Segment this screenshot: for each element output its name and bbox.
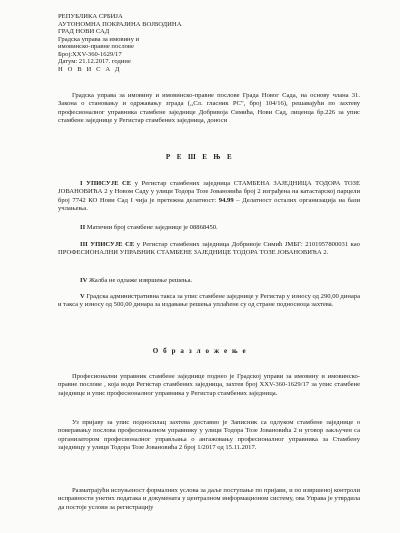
header-date: Датум: 21.12.2017. године [58,58,131,65]
item-2-number: II [80,224,86,231]
reasoning-paragraph-2: Уз пријаву за упис подносилац захтева доставио је Записник са одлуком стамбене заједнице о поверавању послова професионалном управнику у улици Тодора Тозе Јовановића 2 и уговор закључен са организатором професионалног управљања о ангажовању професионалног управника за Стамбену заједницу у улици Тодора Тозе Јовановића 2 број 1/2017 од 15.11.2017. [58,419,360,451]
decision-item-4 [58,277,360,285]
item-3-number: III [80,241,88,248]
item-1-label: УПИСУЈЕ СЕ [86,180,132,187]
item-2-text: Матични број стамбене заједнице је 08868450. [85,224,218,231]
reasoning-paragraph-3: Разматрајући испуњеност формалних услова за даље поступање по пријави, и по извршеној контроли исправности унетих података и докумената у централном информационом систему, ова Управа је утврдила да постоје услови за регистрацију [58,487,360,511]
header-case-number: Број:XXV-360-1629/17 [58,50,122,58]
document-header [58,13,181,73]
header-province: АУТОНОМНА ПОКРАЈИНА ВОЈВОДИНА [58,20,182,28]
item-5-number: V [80,293,85,300]
decision-item-2 [58,224,360,232]
item-3-label: УПИСУЈЕ СЕ [90,241,135,248]
item-3-text: у Регистар стамбених заједница Добривоје Симић ЈМБГ: 2101957800031 као ПРОФЕСИОНАЛНИ УПРАВНИК СТАМБЕНЕ ЗАЈЕДНИЦЕ ТОДОРА ТОЗЕ ЈОВАНОВИЋА 2. [58,241,360,257]
item-5-text: Градска административна такса за упис стамбене заједнице у Регистар у износу од 290,00 динара и такса у износу од 500,00 динара за издавање решења уплаћене су од стране подносиоца захтева. [58,293,360,309]
reasoning-paragraph-1: Професионални управник стамбене заједнице поднео је Градској управи за имовину и имовинско-правне послове , која води Регистар стамбених заједница, захтев број XXV-360-1629/17 за упис стамбене заједнице и упис професионалног управника у Регистар стамбених заједница. [58,373,360,397]
item-4-text: Жалба не одлаже извршење решења. [87,277,193,284]
header-office-line1: Градска управа за имовину и [58,35,140,43]
reasoning-title: О б р а з л о ж е њ е [152,347,248,355]
decision-item-5 [58,293,360,310]
header-office-line2: имовинско-правне послове [58,43,134,50]
decision-item-3 [58,241,360,258]
intro-paragraph: Градска управа за имовину и имовинско-правне послове Града Новог Сада, на основу члана 31. Закона о становању и одржавању зграда (,,Сл. гласник РС", број 104/16), решавајући по захтеву професионалног управника стамбене заједнице Добривоја Симића, Нови Сад, лиценца бр.226 за упис стамбене заједнице у Регистар стамбених заједница, доноси [58,92,360,124]
item-1-activity-code: 94.99 [218,196,234,204]
decision-title: Р Е Ш Е Њ Е [165,153,235,161]
header-place: Н О В И С А Д [58,65,122,73]
item-1-text: у Регистар стамбених заједница СТАМБЕНА ЗАЈЕДНИЦА ТОДОРА ТОЗЕ ЈОВАНОВИЋА 2 у Новом Саду у улици Тодора Тозе Јовановића број 2 изграђена на катастарској парцели број 7742 КО Нови Сад I чија је претежна делатност: [58,180,360,204]
header-city: ГРАД НОВИ САД [58,28,110,35]
header-country: РЕПУБЛИКА СРБИЈА [58,13,123,20]
item-4-number: IV [80,277,88,284]
decision-item-1 [58,180,360,213]
item-1-number: I [80,180,83,187]
item-1-tail: – Делатност осталих организација на бази учлањења. [58,196,361,212]
